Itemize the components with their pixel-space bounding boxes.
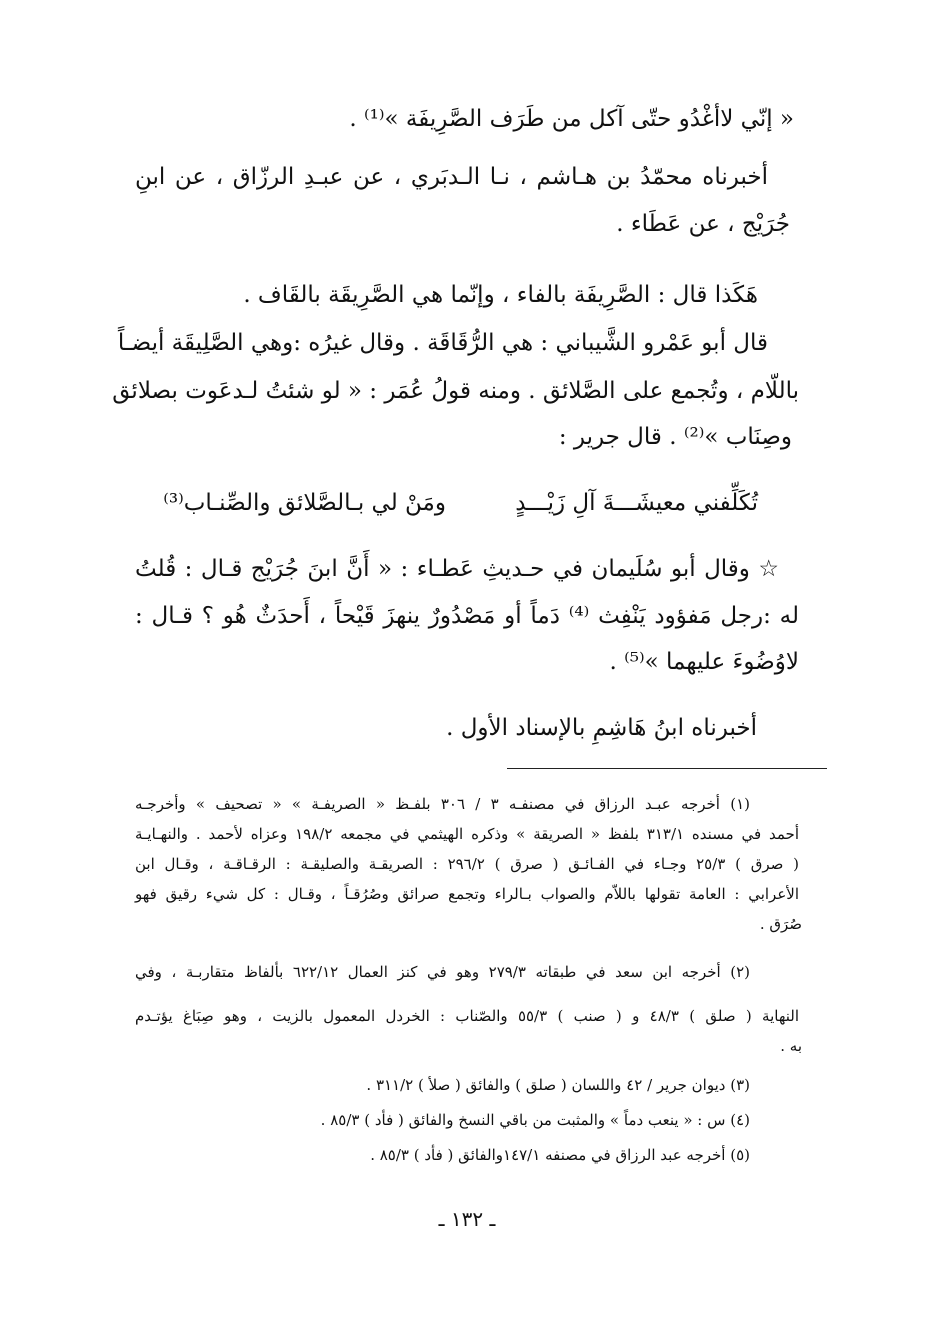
footnote-2-line-3: به . <box>780 1037 802 1055</box>
body-line-9: له :رجل مَفؤود يَنْفِث ⁽⁴⁾ دَماً أو مَصْدُورٌ ينهزَ قَيْحاً ، أَحدَثٌ هُو ؟ قـال : <box>135 603 799 629</box>
footnote-separator <box>507 768 827 769</box>
footnote-1-line-3: ( صرق ) ٢٥/٣ وجـاء في الفـائـق ( صرق ) ٢٩٦/٢ : الصريقـة والصليقـة : الرقـاقـة ، وقـال ابن <box>135 855 799 873</box>
footnote-3: (٣) ديوان جرير / ٤٢ واللسان ( صلق ) والفائق ( صلأ ) ٣١١/٢ . <box>366 1076 750 1094</box>
body-line-6: باللّام ، وتُجمع على الصَّلائق . ومنه قولُ عُمَر : « لو شئتُ لـدعَوت بصلائق <box>112 378 799 404</box>
footnote-4: (٤) س : « ينعب دماً » والمثبت من باقي النسخ والفائق ( فأد ) ٨٥/٣ . <box>320 1111 750 1129</box>
footnote-1-line-2: أحمد في مسنده ٣١٣/١ بلفظ « الصريقة » وذكره الهيثمي في مجمعه ١٩٨/٢ وعزاه لأحمد . والنهـايـة <box>135 825 799 843</box>
body-line-4: هَكَذا قال : الصَّرِيفَة بالفاء ، وإنّما هي الصَّرِيقَة بالقَاف . <box>243 282 758 308</box>
verse-second-hemistich: ومَنْ لي بـالصَّلائق والصِّنـاب⁽³⁾ <box>163 490 446 516</box>
body-line-10: لاوُضُوءَ عليهما »⁽⁵⁾ . <box>609 649 799 675</box>
body-line-3: جُرَيْج ، عن عَطَاء . <box>616 211 790 237</box>
footnote-2-line-2: النهاية ( صلق ) ٤٨/٣ و ( صنب ) ٥٥/٣ والصّناب : الخردل المعمول بالزيت ، وهو صِبَاغ يؤتـدم <box>135 1007 799 1025</box>
body-line-11: أخبرناه ابنُ هَاشِمِ بالإسناد الأول . <box>446 715 757 741</box>
body-line-8: ☆ وقال أبو سُلَيمان في حـديثِ عَطـاء : « أَنَّ ابنَ جُرَيْج قـال : قُلتُ <box>135 556 779 582</box>
body-line-1: « إنّي لاأغْدُو حتّى آكل من طَرَف الصَّرِيفَة »⁽¹⁾ . <box>349 106 794 132</box>
footnote-1-line-5: صُرَق . <box>759 915 802 933</box>
page-number: ـ ١٣٢ ـ <box>438 1207 496 1231</box>
body-line-5: قال أبو عَمْرو الشَّيباني : هي الرُّقَاقَة . وقال غيرُه :وهي الصَّلِيقَة أيضـاً <box>117 330 768 356</box>
footnote-2-line-1: (٢) أخرجه ابن سعد في طبقاته ٢٧٩/٣ وهو في كنز العمال ٦٢٢/١٢ بألفاظ متقاربـة ، وفي <box>135 963 750 981</box>
footnote-1-line-4: الأعرابي : العامة تقولها باللاّم والصواب بـالراء وتجمع صرائق وصُرُقـاً ، وقـال : كل شيء رقيق فهو <box>135 885 799 903</box>
verse-first-hemistich: تُكَلِّفني معيشَـــةَ آلِ زَيْـــدٍ <box>515 490 758 516</box>
footnote-1-line-1: (١) أخرجه عبـد الرزاق في مصنفـه ٣ / ٣٠٦ بلفـظ « الصريفـة » « تصحيف » وأخرجـه <box>135 795 750 813</box>
body-line-2: أخبرناه محمّدُ بن هـاشم ، نـا الـدبَري ، عن عبـدِ الرزّاق ، عن ابنِ <box>135 164 769 190</box>
body-line-7: وصِنَاب »⁽²⁾ . قال جرير : <box>558 424 792 450</box>
footnote-5: (٥) أخرجه عبد الرزاق في مصنفه ١٤٧/١والفائق ( فأد ) ٨٥/٣ . <box>370 1146 750 1164</box>
